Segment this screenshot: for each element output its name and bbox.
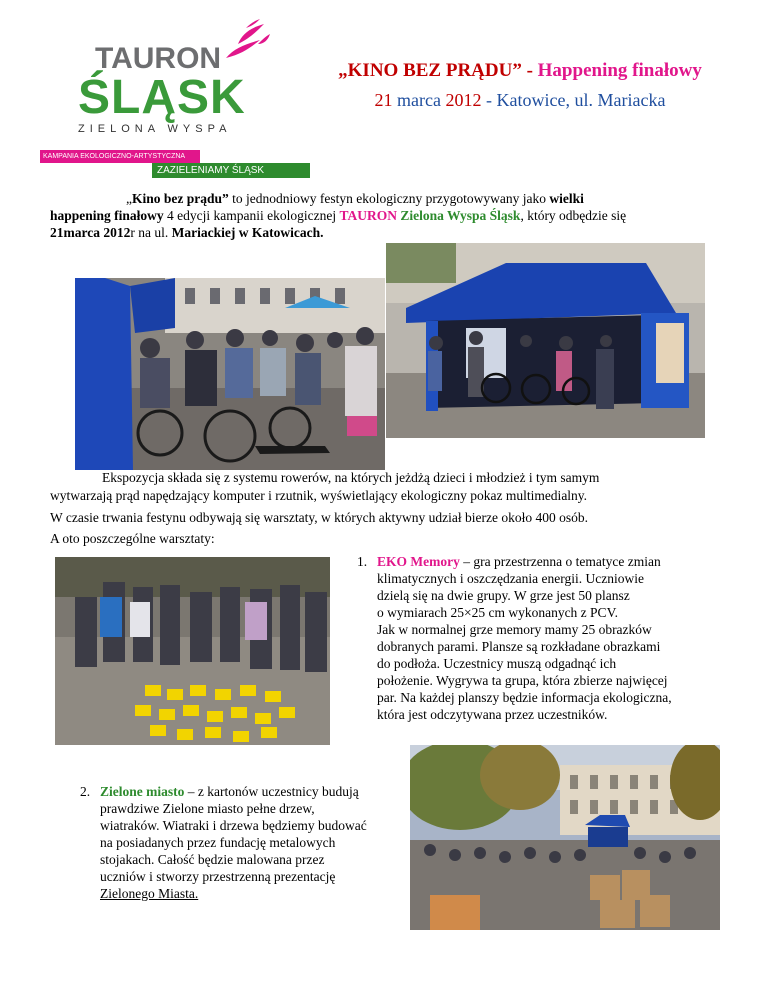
intro-text: r na ul.	[130, 225, 172, 240]
workshop-line: stojakach. Całość będzie malowana przez	[100, 852, 325, 867]
date-year: 2012	[445, 90, 482, 110]
intro-emphasis: happening finałowy	[50, 208, 164, 223]
workshop-line: Jak w normalnej grze memory mamy 25 obrazków	[377, 622, 652, 637]
workshop-number: 2.	[80, 784, 91, 799]
workshop-line: – z kartonów uczestnicy budują	[184, 784, 359, 799]
slogan-band: ZAZIELENIAMY ŚLĄSK	[152, 163, 310, 178]
exhibition-line: Ekspozycja składa się z systemu rowerów, na których jeżdżą dzieci i młodzież i tym samym	[102, 470, 600, 485]
photo-eko-memory	[55, 557, 330, 745]
workshop-number: 1.	[357, 554, 368, 569]
workshop-line: – gra przestrzenna o tematyce zmian	[459, 554, 661, 569]
workshop-line: o wymiarach 25×25 cm wykonanych z PCV.	[377, 605, 618, 620]
workshop-line: Zielonego Miasta.	[100, 886, 199, 901]
intro-text: 4 edycji kampanii ekologicznej	[163, 208, 340, 223]
workshop-line: wiatraków. Wiatraki i drzewa będziemy budować	[100, 818, 367, 833]
workshop-item-eko-memory	[357, 553, 727, 723]
intro-brand: TAURON	[339, 208, 398, 223]
workshop-title: Zielone miasto	[100, 784, 185, 799]
workshop-line: par. Na każdej planszy będzie informacja ekologiczna,	[377, 690, 672, 705]
photo-bikes-left	[75, 278, 385, 470]
flame-logo-icon	[220, 18, 272, 63]
workshop-line: na posiadanych przez fundację metalowych	[100, 835, 336, 850]
workshop-line: do podłoża. Uczestnicy muszą odgadnąć ich	[377, 656, 617, 671]
exhibition-line: wytwarzają prąd napędzający komputer i rzutnik, wyświetlający ekologiczny pokaz multimedialny.	[50, 488, 588, 503]
intro-event-name: Kino bez prądu”	[132, 191, 229, 206]
date-month: marca	[392, 90, 446, 110]
campaign-band: KAMPANIA EKOLOGICZNO-ARTYSTYCZNA	[40, 150, 200, 163]
logo-subtitle: ZIELONA WYSPA	[78, 123, 232, 135]
page-title	[300, 60, 740, 82]
workshop-line: prawdziwe Zielone miasto pełne drzew,	[100, 801, 315, 816]
workshop-line: dzielą się na dwie grupy. W grze jest 50 plansz	[377, 588, 630, 603]
intro-text: to jednodniowy festyn ekologiczny przygotowywany jako	[228, 191, 550, 206]
workshop-line: klimatycznych i oszczędzania energii. Uczniowie	[377, 571, 645, 586]
intro-emphasis: wielki	[549, 191, 584, 206]
workshop-line: uczniów i stworzy przestrzenną prezentację	[100, 869, 336, 884]
workshops-paragraph: W czasie trwania festynu odbywają się warsztaty, w których aktywny udział bierze około 400 osób.	[50, 510, 588, 525]
location: - Katowice, ul. Mariacka	[481, 90, 666, 110]
workshops-heading: A oto poszczególne warsztaty:	[50, 531, 215, 546]
intro-paragraph	[50, 190, 730, 241]
workshop-line: dobranych parami. Plansze są rozkładane obrazkami	[377, 639, 661, 654]
title-sub: Happening finałowy	[537, 60, 702, 81]
intro-text: , który odbędzie się	[520, 208, 627, 223]
title-main: „KINO BEZ PRĄDU” -	[338, 60, 538, 81]
photo-tent	[386, 243, 705, 438]
intro-campaign: Zielona Wyspa Śląsk	[400, 208, 521, 223]
workshop-item-zielone-miasto	[80, 783, 420, 902]
photo-zielone-miasto	[410, 745, 720, 930]
event-date-location	[300, 90, 740, 111]
workshop-line: która jest odczytywana przez uczestników.	[377, 707, 608, 722]
logo-brand: TAURON	[95, 42, 222, 75]
logo-name: ŚLĄSK	[78, 71, 246, 124]
intro-date: 21marca 2012	[50, 225, 131, 240]
intro-quote: „	[126, 191, 132, 206]
workshop-line: położenie. Wygrywa ta grupa, która zbierze najwięcej	[377, 673, 668, 688]
exhibition-paragraph	[50, 469, 720, 505]
workshop-title: EKO Memory	[377, 554, 460, 569]
date-day: 21	[374, 90, 393, 110]
intro-place: Mariackiej w Katowicach.	[171, 225, 324, 240]
